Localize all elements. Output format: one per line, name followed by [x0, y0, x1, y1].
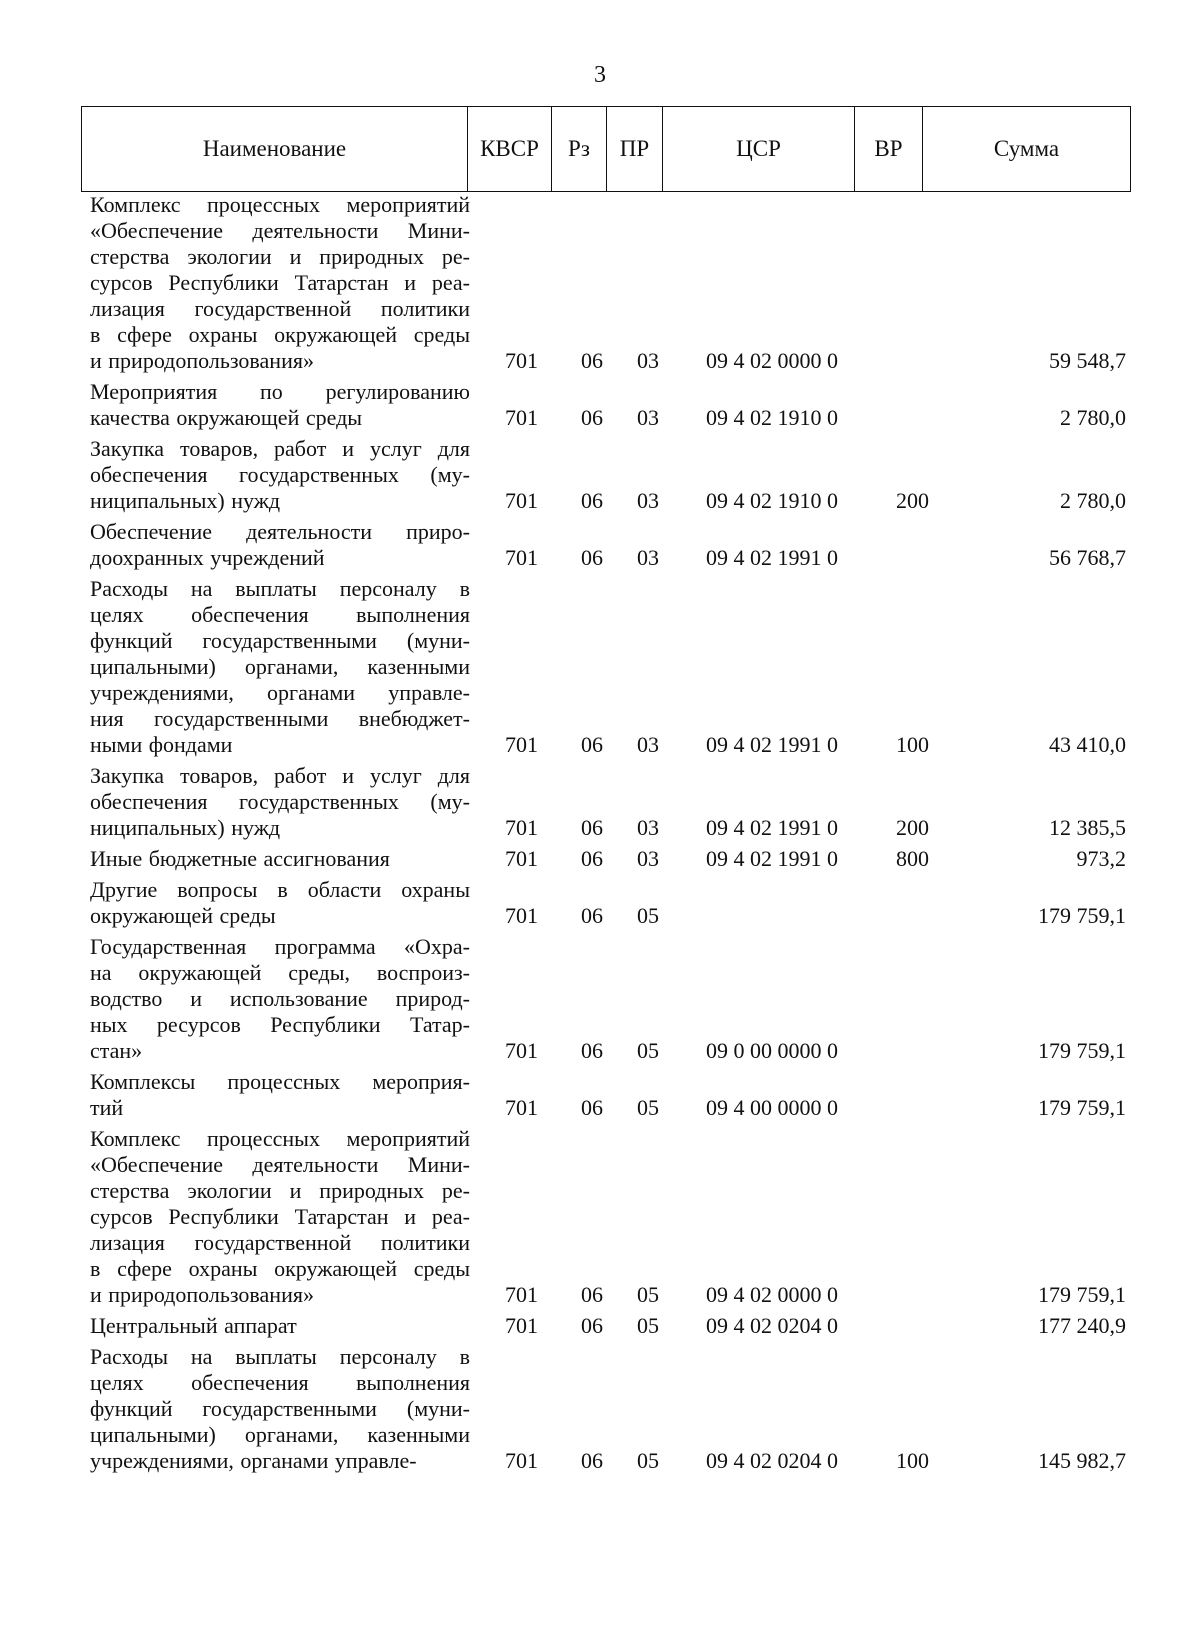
row-kvsr: 701	[505, 545, 538, 570]
row-csr: 09 4 00 0000 0	[706, 1095, 838, 1120]
row-rz: 06	[581, 732, 603, 757]
row-name-line: на окружающей среды, воспроиз-	[90, 960, 470, 985]
row-name	[90, 934, 470, 1064]
row-name-line: ния государственными внебюджет-	[90, 706, 470, 731]
row-sum: 973,2	[1076, 846, 1126, 871]
row-pr: 03	[637, 545, 659, 570]
row-name-line: доохранных учреждений	[90, 545, 325, 570]
row-rz: 06	[581, 903, 603, 928]
row-vr: 200	[896, 488, 929, 513]
row-name-line: учреждениями, органами управле-	[90, 1448, 417, 1473]
row-vr: 200	[896, 815, 929, 840]
table-row	[0, 379, 1200, 431]
row-name-line: в сфере охраны окружающей среды	[90, 322, 470, 347]
row-name-line: ципальными) органами, казенными	[90, 654, 470, 679]
table-row	[0, 576, 1200, 758]
row-csr: 09 0 00 0000 0	[706, 1038, 838, 1063]
row-name-line: учреждениями, органами управле-	[90, 680, 470, 705]
row-name-line: и природопользования»	[90, 348, 314, 373]
row-csr: 09 4 02 1991 0	[706, 846, 838, 871]
row-sum: 179 759,1	[1038, 1095, 1126, 1120]
table-row	[0, 877, 1200, 929]
row-name-line: Комплекс процессных мероприятий	[90, 1126, 470, 1151]
row-pr: 03	[637, 815, 659, 840]
row-kvsr: 701	[505, 1282, 538, 1307]
row-name	[90, 192, 470, 374]
row-kvsr: 701	[505, 732, 538, 757]
row-name-line: стерства экологии и природных ре-	[90, 244, 470, 269]
row-name-line: Иные бюджетные ассигнования	[90, 846, 390, 871]
header-csr: ЦСР	[662, 107, 854, 191]
row-pr: 03	[637, 732, 659, 757]
row-rz: 06	[581, 1038, 603, 1063]
table-body	[0, 192, 1200, 1479]
header-rz: Рз	[551, 107, 606, 191]
row-name-line: ных ресурсов Республики Татар-	[90, 1012, 470, 1037]
row-sum: 179 759,1	[1038, 1282, 1126, 1307]
row-pr: 05	[637, 1313, 659, 1338]
row-csr: 09 4 02 0204 0	[706, 1448, 838, 1473]
row-name	[90, 763, 470, 841]
row-rz: 06	[581, 1282, 603, 1307]
row-pr: 03	[637, 405, 659, 430]
row-pr: 03	[637, 488, 659, 513]
row-pr: 03	[637, 846, 659, 871]
header-name: Наименование	[202, 136, 347, 161]
row-name-line: Расходы на выплаты персоналу в	[90, 576, 470, 601]
row-sum: 145 982,7	[1038, 1448, 1126, 1473]
row-csr: 09 4 02 1910 0	[706, 405, 838, 430]
row-name	[90, 877, 470, 929]
row-sum: 177 240,9	[1038, 1313, 1126, 1338]
row-name	[90, 519, 470, 571]
row-name-line: Другие вопросы в области охраны	[90, 877, 470, 902]
row-csr: 09 4 02 1991 0	[706, 545, 838, 570]
row-sum: 179 759,1	[1038, 1038, 1126, 1063]
row-kvsr: 701	[505, 815, 538, 840]
table-header	[81, 106, 1131, 192]
row-pr: 05	[637, 1448, 659, 1473]
header-sum: Сумма	[922, 107, 1130, 191]
row-pr: 03	[637, 348, 659, 373]
row-name-line: стан»	[90, 1038, 143, 1063]
row-rz: 06	[581, 405, 603, 430]
row-rz: 06	[581, 815, 603, 840]
row-name	[90, 1313, 470, 1339]
row-pr: 05	[637, 1282, 659, 1307]
row-name-line: качества окружающей среды	[90, 405, 363, 430]
row-csr: 09 4 02 0000 0	[706, 1282, 838, 1307]
row-sum: 59 548,7	[1049, 348, 1126, 373]
row-name	[90, 1069, 470, 1121]
row-name-line: Государственная программа «Охра-	[90, 934, 470, 959]
table-row	[0, 1069, 1200, 1121]
row-name-line: «Обеспечение деятельности Мини-	[90, 1152, 470, 1177]
row-name-line: обеспечения государственных (му-	[90, 462, 470, 487]
table-row	[0, 846, 1200, 872]
row-sum: 179 759,1	[1038, 903, 1126, 928]
table-row	[0, 934, 1200, 1064]
header-vr: ВР	[854, 107, 922, 191]
row-csr: 09 4 02 1991 0	[706, 815, 838, 840]
table-row	[0, 192, 1200, 374]
header-kvsr: КВСР	[467, 107, 551, 191]
row-name-line: ными фондами	[90, 732, 233, 757]
table-row	[0, 1344, 1200, 1474]
row-name-line: Закупка товаров, работ и услуг для	[90, 436, 470, 461]
row-vr: 100	[896, 1448, 929, 1473]
row-csr: 09 4 02 1991 0	[706, 732, 838, 757]
header-pr: ПР	[606, 107, 662, 191]
row-rz: 06	[581, 545, 603, 570]
table-row	[0, 763, 1200, 841]
row-kvsr: 701	[505, 1038, 538, 1063]
row-name-line: сурсов Республики Татарстан и реа-	[90, 1204, 470, 1229]
row-name-line: обеспечения государственных (му-	[90, 789, 470, 814]
table-row	[0, 436, 1200, 514]
row-rz: 06	[581, 1313, 603, 1338]
row-name-line: Комплексы процессных мероприя-	[90, 1069, 470, 1094]
row-name-line: окружающей среды	[90, 903, 276, 928]
row-name-line: ниципальных) нужд	[90, 488, 281, 513]
table-row	[0, 1313, 1200, 1339]
row-kvsr: 701	[505, 405, 538, 430]
row-name-line: лизация государственной политики	[90, 1230, 470, 1255]
table-row	[0, 1126, 1200, 1308]
row-pr: 05	[637, 1038, 659, 1063]
row-name-line: Мероприятия по регулированию	[90, 379, 470, 404]
row-kvsr: 701	[505, 488, 538, 513]
row-name	[90, 1126, 470, 1308]
row-name-line: ципальными) органами, казенными	[90, 1422, 470, 1447]
row-name-line: функций государственными (муни-	[90, 1396, 470, 1421]
row-name-line: Комплекс процессных мероприятий	[90, 192, 470, 217]
row-rz: 06	[581, 1448, 603, 1473]
row-name-line: целях обеспечения выполнения	[90, 602, 470, 627]
row-sum: 56 768,7	[1049, 545, 1126, 570]
row-name-line: Закупка товаров, работ и услуг для	[90, 763, 470, 788]
row-name-line: Расходы на выплаты персоналу в	[90, 1344, 470, 1369]
table-row	[0, 519, 1200, 571]
row-kvsr: 701	[505, 846, 538, 871]
row-name-line: стерства экологии и природных ре-	[90, 1178, 470, 1203]
row-name-line: сурсов Республики Татарстан и реа-	[90, 270, 470, 295]
row-kvsr: 701	[505, 1313, 538, 1338]
row-name-line: Обеспечение деятельности приро-	[90, 519, 470, 544]
row-name	[90, 379, 470, 431]
row-sum: 2 780,0	[1060, 488, 1126, 513]
row-name	[90, 1344, 470, 1474]
row-name-line: в сфере охраны окружающей среды	[90, 1256, 470, 1281]
row-csr: 09 4 02 0000 0	[706, 348, 838, 373]
row-rz: 06	[581, 846, 603, 871]
row-vr: 100	[896, 732, 929, 757]
page-number: 3	[594, 62, 606, 88]
row-name-line: функций государственными (муни-	[90, 628, 470, 653]
row-csr: 09 4 02 1910 0	[706, 488, 838, 513]
row-name-line: лизация государственной политики	[90, 296, 470, 321]
row-name	[90, 576, 470, 758]
row-name	[90, 436, 470, 514]
row-rz: 06	[581, 488, 603, 513]
row-pr: 05	[637, 1095, 659, 1120]
row-name	[90, 846, 470, 872]
row-name-line: и природопользования»	[90, 1282, 314, 1307]
row-pr: 05	[637, 903, 659, 928]
row-kvsr: 701	[505, 903, 538, 928]
row-name-line: ниципальных) нужд	[90, 815, 281, 840]
row-name-line: целях обеспечения выполнения	[90, 1370, 470, 1395]
row-kvsr: 701	[505, 348, 538, 373]
row-name-line: «Обеспечение деятельности Мини-	[90, 218, 470, 243]
row-kvsr: 701	[505, 1448, 538, 1473]
row-kvsr: 701	[505, 1095, 538, 1120]
row-name-line: тий	[90, 1095, 124, 1120]
row-csr: 09 4 02 0204 0	[706, 1313, 838, 1338]
row-name-line: Центральный аппарат	[90, 1313, 297, 1338]
row-sum: 43 410,0	[1049, 732, 1126, 757]
row-sum: 2 780,0	[1060, 405, 1126, 430]
row-rz: 06	[581, 348, 603, 373]
row-sum: 12 385,5	[1049, 815, 1126, 840]
row-vr: 800	[896, 846, 929, 871]
row-name-line: водство и использование природ-	[90, 986, 470, 1011]
row-rz: 06	[581, 1095, 603, 1120]
